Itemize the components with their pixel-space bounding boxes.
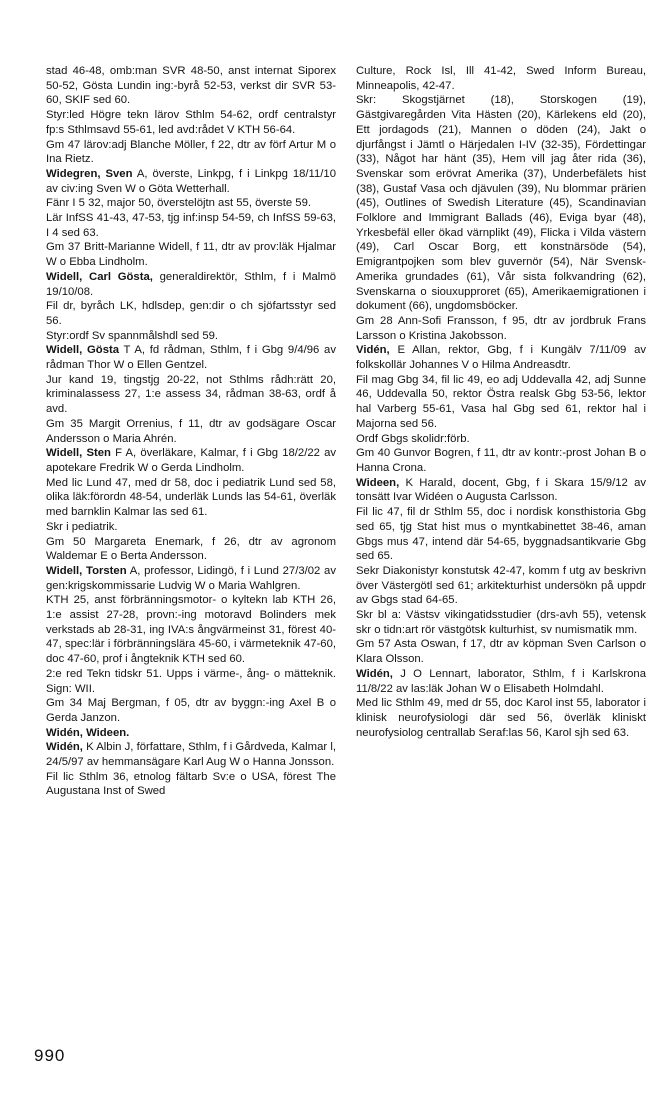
entry-paragraph	[356, 64, 646, 93]
biography-entry	[356, 667, 646, 696]
entry-paragraph	[46, 373, 336, 417]
entry-text: Skr bl a: Västsv vikingatidsstudier (drs-avh 55), vetensk skr o tidn:art rör västgötsk kulturhist, sv numismatik mm.	[356, 609, 646, 636]
biography-entry	[356, 476, 646, 505]
entry-paragraph	[46, 535, 336, 564]
entry-headword: Widell, Carl Gösta,	[46, 270, 153, 283]
entry-text: Gm 47 lärov:adj Blanche Möller, f 22, dtr av förf Artur M o Ina Rietz.	[46, 138, 336, 166]
biography-entry	[46, 726, 336, 741]
entry-headword: Wideen,	[356, 476, 400, 489]
entry-headword: Widell, Sten	[46, 447, 111, 460]
entry-text: Sekr Diakonistyr konstutsk 42-47, komm f utg av beskrivn över Västergötl sed 61; arkitekturhist undersökn på uppdr av Gbgs stad 64-65.	[356, 564, 646, 607]
entry-text: Ordf Gbgs skolidr:förb.	[356, 432, 470, 445]
entry-text: Lär InfSS 41-43, 47-53, tjg inf:insp 54-59, ch InfSS 59-63, I 4 sed 63.	[46, 212, 336, 239]
entry-text: E Allan, rektor, Gbg, f i Kungälv 7/11/09 av folkskollär Johannes V o Hilma Andreasdtr.	[356, 344, 646, 372]
entry-text: J O Lennart, laborator, Sthlm, f i Karlskrona 11/8/22 av las:läk Johan W o Elisabeth Holmdahl.	[356, 667, 646, 695]
entry-text: K Harald, docent, Gbg, f i Skara 15/9/12 av tonsätt Ivar Widéen o Augusta Carlsson.	[356, 476, 646, 504]
entry-paragraph	[46, 240, 336, 269]
biography-entry	[46, 740, 336, 769]
entry-text: T A, fd rådman, Sthlm, f i Gbg 9/4/96 av rådman Thor W o Ellen Gentzel.	[46, 344, 336, 372]
entry-text: A, professor, Lidingö, f i Lund 27/3/02 av gen:krigskommissarie Ludvig W o Maria Wahlgren.	[46, 564, 336, 592]
biography-entry	[46, 343, 336, 372]
entry-paragraph	[46, 329, 336, 344]
entry-headword: Vidén,	[356, 344, 390, 357]
entry-paragraph	[356, 93, 646, 314]
entry-headword: Widén,	[46, 741, 83, 754]
entry-paragraph	[46, 770, 336, 799]
entry-paragraph	[46, 417, 336, 446]
entry-paragraph	[46, 196, 336, 211]
entry-paragraph	[356, 432, 646, 447]
entry-text: Skr: Skogstjärnet (18), Storskogen (19), Gästgivaregården Vita Hästen (20), Kärlekens eld (20), Ett jordagods (21), Mannen o döden (24), Jakt o djurfångst i Jämtl o Härjedalen I-IV (32-35), Fördettingar (33), Något har hänt (35), Hem vill jag åter rida (36), Svenskar som erövrat Amerika (37), Underbefälets hist (38), Gustaf Vasa och djävulen (39), Nu blommar prärien (45), Outlines of Swedish Literature (45), Scandinavian Folklore and Immigrant Ballads (46), Eviga byar (48), Yrkesbefäl eller ökad värnplikt (49), Flicka i Vilda västern (49), Carl Oscar Borg, ett konstnärsöde (54), Emigrantpojken som blev guvernör (54), När Svensk-Amerika grundades (61), Vår sista folkvandring (62), Svenskarna o siouxupproret (65), Amerikaemigrationen i dokument (66), ungdomsböcker.	[356, 94, 646, 313]
entry-text: Fil mag Gbg 34, fil lic 49, eo adj Uddevalla 42, adj Sunne 46, Uddevalla 50, rektor Östra realsk Gbg 53-56, lektor hal Varberg 55-61, Vasa hal Gbg sed 61, rektor hal i Majorna sed 56.	[356, 373, 646, 430]
entry-headword: Widegren, Sven	[46, 167, 133, 180]
entry-text: Fil lic 47, fil dr Sthlm 55, doc i nordisk konsthistoria Gbg sed 65, tjg Stat hist mus o myntkabinettet 38-46, aman Gbgs mus 47, intend där 54-65, byggnadsantikvarie Gbg sed 65.	[356, 506, 646, 563]
entry-paragraph	[356, 696, 646, 740]
entry-text: Fil lic Sthlm 36, etnolog fältarb Sv:e o USA, förest The Augustana Inst of Swed	[46, 770, 336, 798]
entry-paragraph	[46, 476, 336, 520]
entry-text: Gm 40 Gunvor Bogren, f 11, dtr av kontr:-prost Johan B o Hanna Crona.	[356, 447, 646, 474]
entry-paragraph	[46, 696, 336, 725]
biography-entry	[46, 564, 336, 593]
entry-paragraph	[356, 637, 646, 666]
entry-text: Skr i pediatrik.	[46, 520, 118, 533]
entry-paragraph	[356, 314, 646, 343]
entry-text: Culture, Rock Isl, Ill 41-42, Swed Inform Bureau, Minneapolis, 42-47.	[356, 65, 646, 92]
entry-text: Styr:led Högre tekn lärov Sthlm 54-62, ordf centralstyr fp:s Sthlmsavd 55-61, led avd:rådet V KTH 56-64.	[46, 109, 336, 136]
entry-text: Med lic Lund 47, med dr 58, doc i pediatrik Lund sed 58, olika läk:förordn 48-54, underläk Lunds las 54-61, överläk med barnklin Kalmar las sed 61.	[46, 476, 336, 519]
entry-paragraph	[46, 299, 336, 328]
entry-paragraph	[356, 608, 646, 637]
entry-headword: Widell, Torsten	[46, 564, 127, 577]
entry-text: generaldirektör, Sthlm, f i Malmö 19/10/08.	[46, 270, 336, 298]
entry-text: K Albin J, författare, Sthlm, f i Gårdveda, Kalmar l, 24/5/97 av hemmansägare Karl Aug W o Hanna Jonsson.	[46, 741, 336, 769]
entry-paragraph	[46, 520, 336, 535]
entry-text: stad 46-48, omb:man SVR 48-50, anst internat Siporex 50-52, Gösta Lundin ing:-byrå 52-53, verkst dir SVR 53-60, SKIF sed 60.	[46, 65, 336, 107]
entry-text: Fil dr, byråch LK, hdlsdep, gen:dir o ch sjöfartsstyr sed 56.	[46, 300, 336, 327]
entry-text: Gm 35 Margit Orrenius, f 11, dtr av godsägare Oscar Andersson o Maria Ahrén.	[46, 417, 336, 445]
entry-paragraph	[46, 667, 336, 696]
entry-headword: Widell, Gösta	[46, 344, 120, 357]
entry-text: Gm 34 Maj Bergman, f 05, dtr av byggn:-ing Axel B o Gerda Janzon.	[46, 697, 336, 724]
entry-paragraph	[46, 593, 336, 667]
entry-paragraph	[46, 138, 336, 167]
entry-paragraph	[46, 211, 336, 240]
biography-entry	[46, 270, 336, 299]
entry-text: Gm 57 Asta Oswan, f 17, dtr av köpman Sven Carlson o Klara Olsson.	[356, 638, 646, 666]
entry-paragraph	[356, 505, 646, 564]
entry-text: F A, överläkare, Kalmar, f i Gbg 18/2/22 av apotekare Fredrik W o Gerda Lindholm.	[46, 447, 336, 474]
entry-headword: Widén,	[356, 667, 393, 680]
entry-text: 2:e red Tekn tidskr 51. Upps i värme-, ång- o mätteknik. Sign: WII.	[46, 667, 336, 695]
entry-text: Gm 50 Margareta Enemark, f 26, dtr av agronom Waldemar E o Berta Andersson.	[46, 535, 336, 563]
biography-entry	[46, 446, 336, 475]
entry-text: Gm 37 Britt-Marianne Widell, f 11, dtr av prov:läk Hjalmar W o Ebba Lindholm.	[46, 241, 336, 269]
entry-paragraph	[46, 108, 336, 137]
right-column	[356, 64, 646, 740]
entry-headword: Widén, Wideen.	[46, 726, 130, 739]
left-column	[46, 64, 336, 799]
entry-text: Jur kand 19, tingstjg 20-22, not Sthlms rådh:rätt 20, kriminalassess 27, 1:e assess 34, rådman 38-63, ordf å avd.	[46, 373, 336, 416]
biography-entry	[356, 343, 646, 372]
entry-paragraph	[46, 64, 336, 108]
entry-paragraph	[356, 446, 646, 475]
biography-entry	[46, 167, 336, 196]
entry-text: Styr:ordf Sv spannmålshdl sed 59.	[46, 329, 219, 342]
entry-text: A, överste, Linkpg, f i Linkpg 18/11/10 av civ:ing Sven W o Göta Wetterhall.	[46, 167, 336, 195]
entry-paragraph	[356, 564, 646, 608]
entry-text: KTH 25, anst förbränningsmotor- o kyltekn lab KTH 26, 1:e assist 27-28, provn:-ing motoravd Bolinders mek verkstads ab 28-31, ing IVA:s ångvärmeinst 31, förest 40-47, spec:lär i förbränningslära 45-60, i värmeteknik 47-60, doc 47-60, prof i ångteknik KTH sed 60.	[46, 594, 336, 666]
page-number: 990	[34, 1046, 66, 1065]
entry-paragraph	[356, 373, 646, 432]
entry-text: Med lic Sthlm 49, med dr 55, doc Karol inst 55, laborator i klinisk neurofysiologi där sed 56, överläk kliniskt neurofysiolog centrallab Seraf:las 56, Karol sjh sed 63.	[356, 697, 646, 739]
entry-text: Fänr I 5 32, major 50, överstelöjtn ast 55, överste 59.	[46, 197, 311, 210]
entry-text: Gm 28 Ann-Sofi Fransson, f 95, dtr av jordbruk Frans Larsson o Kristina Jakobsson.	[356, 314, 646, 342]
